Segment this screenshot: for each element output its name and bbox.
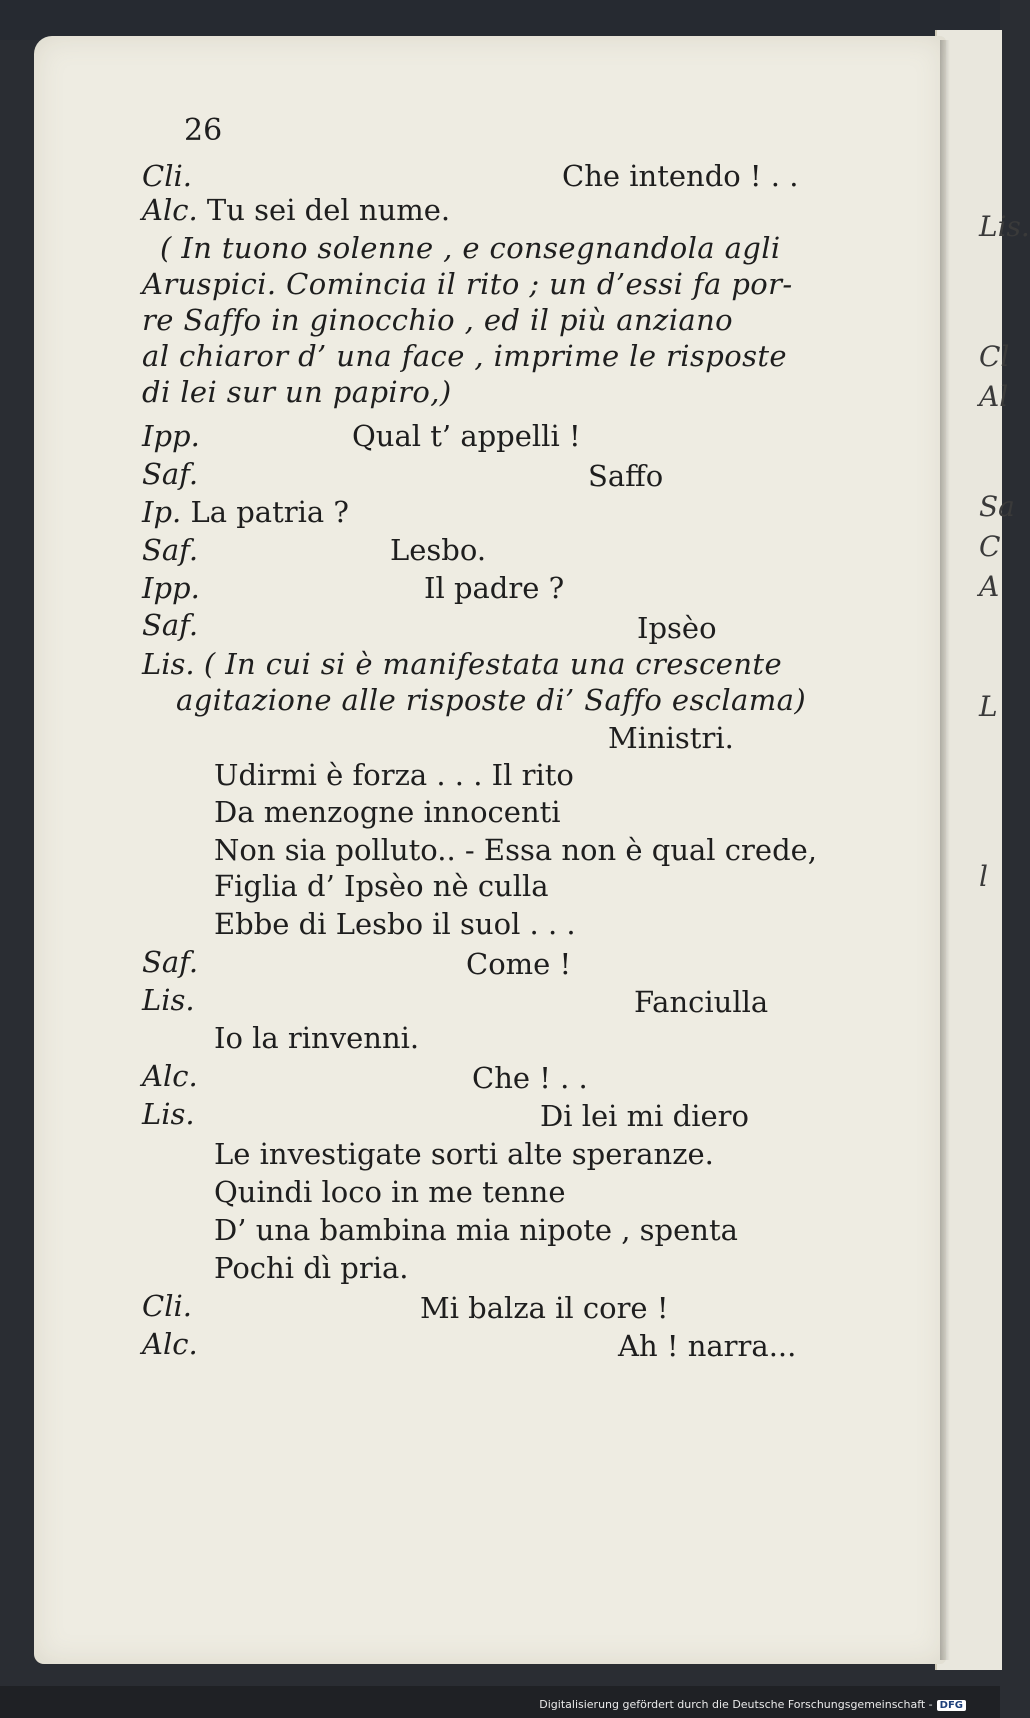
- adjacent-page-fragment: Cl: [979, 340, 1010, 373]
- dialogue-line: Fanciulla: [634, 985, 769, 1019]
- speaker-label: Alc.: [142, 1059, 198, 1093]
- dialogue-line: Figlia d’ Ipsèo nè culla: [214, 869, 549, 903]
- adjacent-page-fragment: A: [979, 570, 1000, 603]
- stage-direction: al chiaror d’ una face , imprime le risposte: [142, 339, 787, 373]
- dialogue-line: Ah ! narra...: [618, 1329, 797, 1363]
- dialogue-line: Non sia polluto.. - Essa non è qual crede,: [214, 833, 818, 867]
- dialogue-line: Qual t’ appelli !: [352, 419, 581, 453]
- speaker-label: Cli.: [142, 159, 192, 193]
- speaker-label: Lis.: [142, 983, 195, 1017]
- dialogue-line: Mi balza il core !: [420, 1291, 669, 1325]
- adjacent-page-fragment: Sa: [979, 490, 1015, 523]
- dialogue-line: [142, 192, 450, 228]
- dialogue-line: [142, 646, 782, 682]
- page-number: 26: [184, 113, 223, 148]
- speaker-label: Saf.: [142, 533, 199, 567]
- adjacent-page-fragment: L: [979, 690, 998, 723]
- dialogue-line: Che ! . .: [472, 1061, 588, 1095]
- stage-direction: Aruspici. Comincia il rito ; un d’essi fa por-: [142, 267, 793, 301]
- dialogue-text: La patria ?: [190, 495, 349, 529]
- dialogue-line: Ministri.: [608, 721, 734, 755]
- speaker-label: Ip.: [142, 495, 182, 529]
- digitization-credit: [539, 1698, 966, 1711]
- stage-direction: agitazione alle risposte di’ Saffo esclama): [176, 683, 807, 717]
- dialogue-line: Ipsèo: [637, 611, 717, 645]
- stage-direction: ( In tuono solenne , e consegnandola agli: [160, 231, 781, 265]
- page-gutter-shadow: [940, 40, 950, 1660]
- dialogue-line: Le investigate sorti alte speranze.: [214, 1137, 714, 1171]
- dfg-logo: DFG: [937, 1700, 966, 1711]
- stage-direction: ( In cui si è manifestata una crescente: [203, 647, 783, 681]
- speaker-label: Lis.: [142, 647, 195, 681]
- stage-direction: re Saffo in ginocchio , ed il più anziano: [142, 303, 734, 337]
- dialogue-line: Come !: [466, 947, 572, 981]
- dialogue-line: Di lei mi diero: [540, 1099, 749, 1133]
- dialogue-line: Saffo: [588, 459, 664, 493]
- dialogue-line: Quindi loco in me tenne: [214, 1175, 566, 1209]
- dialogue-line: Il padre ?: [424, 571, 565, 605]
- speaker-label: Saf.: [142, 457, 199, 491]
- dialogue-line: Che intendo ! . .: [562, 159, 799, 193]
- stage-direction: di lei sur un papiro,): [142, 375, 452, 409]
- credit-text: Digitalisierung gefördert durch die Deutsche Forschungsgemeinschaft -: [539, 1698, 933, 1711]
- dialogue-line: Pochi dì pria.: [214, 1251, 409, 1285]
- speaker-label: Alc.: [142, 193, 198, 227]
- speaker-label: Cli.: [142, 1289, 192, 1323]
- adjacent-page-fragment: Lis.: [979, 210, 1030, 243]
- speaker-label: Alc.: [142, 1327, 198, 1361]
- dialogue-line: Udirmi è forza . . . Il rito: [214, 758, 574, 792]
- dialogue-line: Da menzogne innocenti: [214, 795, 561, 829]
- adjacent-page-fragment: C: [979, 530, 1001, 563]
- dialogue-line: D’ una bambina mia nipote , spenta: [214, 1213, 738, 1247]
- adjacent-page-fragment: l: [979, 860, 988, 893]
- dialogue-text: Tu sei del nume.: [206, 193, 451, 227]
- dialogue-line: Io la rinvenni.: [214, 1021, 420, 1055]
- dialogue-line: Ebbe di Lesbo il suol . . .: [214, 907, 576, 941]
- dialogue-line: [142, 494, 349, 530]
- speaker-label: Ipp.: [142, 571, 200, 605]
- book-cover-top: [0, 0, 1000, 40]
- speaker-label: Saf.: [142, 945, 199, 979]
- dialogue-line: Lesbo.: [390, 533, 487, 567]
- speaker-label: Saf.: [142, 608, 199, 642]
- speaker-label: Lis.: [142, 1097, 195, 1131]
- speaker-label: Ipp.: [142, 419, 200, 453]
- adjacent-page-fragment: Al: [979, 380, 1009, 413]
